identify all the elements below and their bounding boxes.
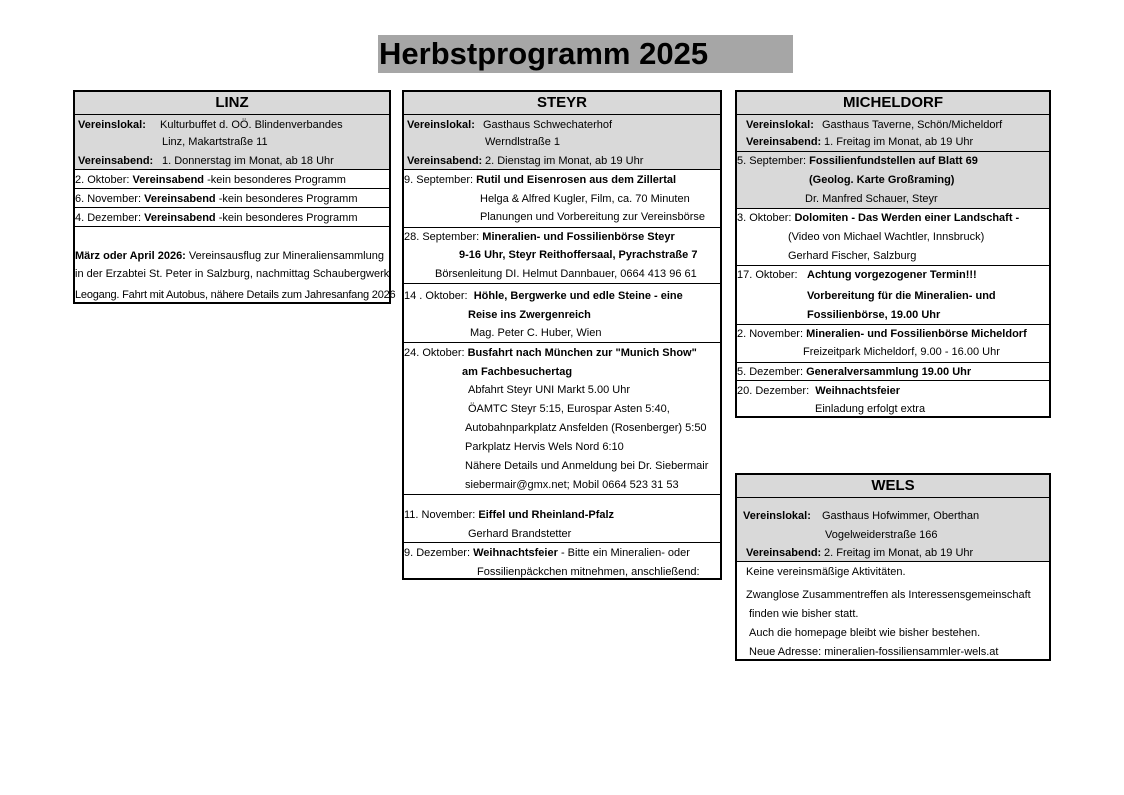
linz-vereinslokal-line1: Kulturbuffet d. OÖ. Blindenverbandes [160,119,343,131]
micheldorf-event-4-line2: Freizeitpark Micheldorf, 9.00 - 16.00 Uhr [803,346,1000,358]
micheldorf-event-5-title: 5. Dezember: Generalversammlung 19.00 Uhr [737,366,972,378]
steyr-event-1-line2: Helga & Alfred Kugler, Film, ca. 70 Minuten [480,193,690,205]
steyr-event-4-line5: Autobahnparkplatz Ansfelden (Rosenberger) 5:50 [465,422,707,434]
wels-line2: Zwanglose Zusammentreffen als Interessensgemeinschaft [746,589,1031,601]
steyr-event-4-line8: siebermair@gmx.net; Mobil 0664 523 31 53 [465,479,679,491]
steyr-vereinslokal-line1: Gasthaus Schwechaterhof [483,119,613,131]
steyr-event-6-title: 9. Dezember: Weihnachtsfeier - Bitte ein Mineralien- oder [404,547,690,559]
steyr-event-4-title: 24. Oktober: Busfahrt nach München zur "Munich Show" [404,347,697,359]
steyr-vereinslokal-label: Vereinslokal: [407,119,475,131]
wels-line1: Keine vereinsmäßige Aktivitäten. [746,566,906,578]
steyr-event-2-line2: 9-16 Uhr, Steyr Reithoffersaal, Pyrachstraße 7 [459,249,698,261]
micheldorf-event-1-line3: Dr. Manfred Schauer, Steyr [805,193,938,205]
steyr-event-4-line3: Abfahrt Steyr UNI Markt 5.00 Uhr [468,384,630,396]
steyr-header: STEYR [404,92,720,115]
steyr-event-6-line2: Fossilienpäckchen mitnehmen, anschließend: [477,566,700,578]
steyr-event-5-title: 11. November: Eiffel und Rheinland-Pfalz [404,509,615,521]
micheldorf-header: MICHELDORF [737,92,1049,115]
steyr-section [402,90,722,580]
wels-line4: Auch die homepage bleibt wie bisher bestehen. [749,627,981,639]
steyr-event-3-title: 14 . Oktober: Höhle, Bergwerke und edle Steine - eine [404,290,683,302]
linz-event: 6. November: Vereinsabend -kein besonderes Programm [75,193,358,205]
wels-vereinsabend-label: Vereinsabend: [746,547,822,559]
micheldorf-vereinslokal-label: Vereinslokal: [746,119,814,131]
steyr-vereinsabend-label: Vereinsabend: [407,155,483,167]
linz-vereinsabend-label: Vereinsabend: [78,155,154,167]
steyr-event-2-title: 28. September: Mineralien- und Fossilienbörse Steyr [404,231,675,243]
linz-vereinslokal-label: Vereinslokal: [78,119,146,131]
micheldorf-event-2-line2: (Video von Michael Wachtler, Innsbruck) [788,231,985,243]
steyr-event-1-title: 9. September: Rutil und Eisenrosen aus dem Zillertal [404,174,677,186]
steyr-event-2-line3: Börsenleitung DI. Helmut Dannbauer, 0664 413 96 61 [435,268,697,280]
micheldorf-event-6-line2: Einladung erfolgt extra [815,403,926,415]
wels-vereinslokal-line1: Gasthaus Hofwimmer, Oberthan [822,510,980,522]
wels-vereinsabend: 2. Freitag im Monat, ab 19 Uhr [824,547,974,559]
linz-event: 4. Dezember: Vereinsabend -kein besonderes Programm [75,212,358,224]
linz-section [73,90,396,304]
micheldorf-event-3-line2: Vorbereitung für die Mineralien- und [807,290,996,302]
micheldorf-section [735,90,1051,418]
micheldorf-event-1-title: 5. September: Fossilienfundstellen auf Blatt 69 [737,155,978,167]
wels-line5: Neue Adresse: mineralien-fossiliensammler-wels.at [749,646,999,658]
micheldorf-event-3-date: 17. Oktober: [737,269,798,281]
steyr-vereinsabend: 2. Dienstag im Monat, ab 19 Uhr [485,155,644,167]
micheldorf-vereinsabend: 1. Freitag im Monat, ab 19 Uhr [824,136,974,148]
steyr-event-4-line2: am Fachbesuchertag [462,366,573,378]
micheldorf-event-2-line3: Gerhard Fischer, Salzburg [788,250,917,262]
wels-vereinslokal-line2: Vogelweiderstraße 166 [825,529,938,541]
linz-vereinslokal-line2: Linz, Makartstraße 11 [162,136,268,148]
wels-vereinslokal-label: Vereinslokal: [743,510,811,522]
linz-ausflug-line2: in der Erzabtei St. Peter in Salzburg, nachmittag Schaubergwerk [75,268,390,280]
micheldorf-event-3-line3: Fossilienbörse, 19.00 Uhr [807,309,941,321]
steyr-event-5-line2: Gerhard Brandstetter [468,528,572,540]
steyr-event-4-line7: Nähere Details und Anmeldung bei Dr. Siebermair [465,460,709,472]
wels-header: WELS [737,475,1049,498]
micheldorf-event-4-title: 2. November: Mineralien- und Fossilienbörse Micheldorf [737,328,1027,340]
wels-section [735,473,1051,661]
steyr-event-3-line3: Mag. Peter C. Huber, Wien [470,327,602,339]
micheldorf-vereinsabend-label: Vereinsabend: [746,136,822,148]
steyr-event-3-line2: Reise ins Zwergenreich [468,309,591,321]
linz-vereinsabend: 1. Donnerstag im Monat, ab 18 Uhr [162,155,334,167]
micheldorf-vereinslokal: Gasthaus Taverne, Schön/Micheldorf [822,119,1003,131]
steyr-event-4-line6: Parkplatz Hervis Wels Nord 6:10 [465,441,624,453]
page-title: Herbstprogramm 2025 [378,35,793,73]
micheldorf-event-6-title: 20. Dezember: Weihnachtsfeier [737,385,901,397]
steyr-event-1-line3: Planungen und Vorbereitung zur Vereinsbörse [480,211,706,223]
linz-ausflug-line3: Leogang. Fahrt mit Autobus, nähere Details zum Jahresanfang 2026 [75,289,396,301]
linz-ausflug-line1: März oder April 2026: Vereinsausflug zur Mineraliensammlung [75,250,384,262]
steyr-event-4-line4: ÖAMTC Steyr 5:15, Eurospar Asten 5:40, [468,403,670,415]
micheldorf-event-1-line2: (Geolog. Karte Großraming) [809,174,955,186]
linz-header: LINZ [75,92,389,115]
micheldorf-event-2-title: 3. Oktober: Dolomiten - Das Werden einer Landschaft - [737,212,1020,224]
wels-line3: finden wie bisher statt. [749,608,859,620]
linz-event: 2. Oktober: Vereinsabend -kein besonderes Programm [75,174,346,186]
steyr-vereinslokal-line2: Werndlstraße 1 [485,136,560,148]
micheldorf-event-3-title: Achtung vorgezogener Termin!!! [807,269,977,281]
